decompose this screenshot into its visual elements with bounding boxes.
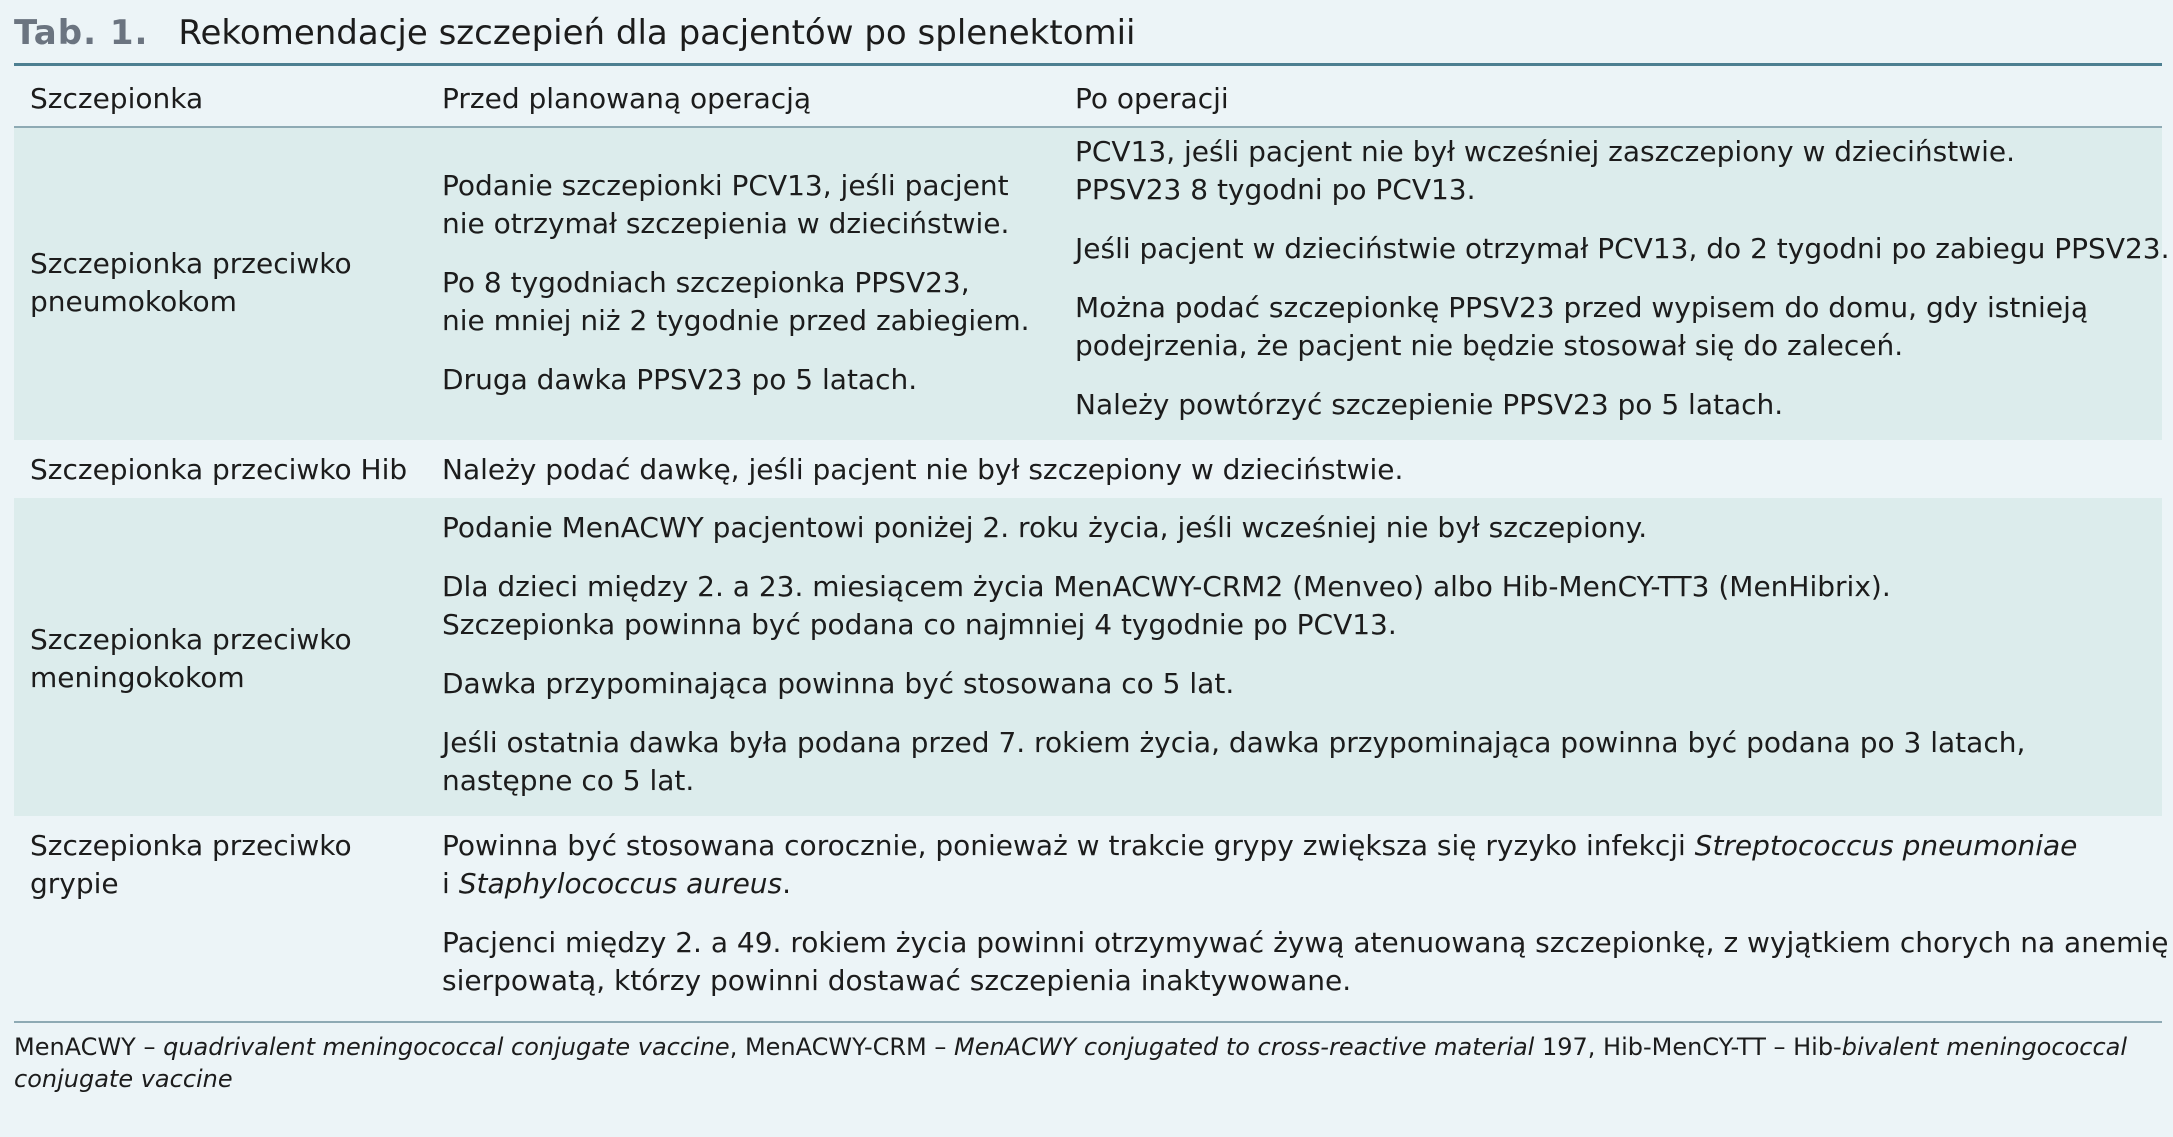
header-vaccine: Szczepionka	[30, 82, 204, 115]
row-label-influenza: Szczepionka przeciwko grypie	[30, 829, 352, 900]
row-label-pneumococcal: Szczepionka przeciwko pneumokokom	[30, 247, 352, 318]
cell-meningococcal-text: Podanie MenACWY pacjentowi poniżej 2. roku życia, jeśli wcześniej nie był szczepiony. Dla dzieci między 2. a 23. miesiącem życia MenACWY-CRM2 (Menveo) albo Hib-MenCY-TT3 (MenHibrix). Szczepionka powinna być podana co najmniej 4 tygodnie po PCV13. Dawka przypominająca powinna być stosowana co 5 lat. Jeśli ostatnia dawka była podana przed 7. rokiem życia, dawka przypominająca powinna być podana po 3 latach, następne co 5 lat.	[442, 511, 2026, 797]
cell-pneumococcal-after: PCV13, jeśli pacjent nie był wcześniej zaszczepiony w dzieciństwie. PPSV23 8 tygodni po PCV13. Jeśli pacjent w dzieciństwie otrzymał PCV13, do 2 tygodni po zabiegu PPSV23. Można podać szczepionkę PPSV23 przed wypisem do domu, gdy istnieją podejrzenia, że pacjent nie będzie stosował się do zaleceń. Należy powtórzyć szczepienie PPSV23 po 5 latach.	[1075, 135, 2170, 421]
table-header	[14, 68, 2162, 128]
table-number: Tab. 1.	[14, 13, 149, 53]
cell-hib-text: Należy podać dawkę, jeśli pacjent nie był szczepiony w dzieciństwie.	[442, 453, 1404, 486]
table-title-text: Rekomendacje szczepień dla pacjentów po splenektomii	[178, 13, 1136, 53]
table-footnote: MenACWY – quadrivalent meningococcal conjugate vaccine, MenACWY-CRM – MenACWY conjugated to cross-reactive material 197, Hib-MenCY-TT – Hib-bivalent meningococcal conjugate vaccine	[14, 1033, 2128, 1093]
table-row-meningococcal	[14, 498, 2162, 816]
table-row-pneumococcal	[14, 128, 2170, 440]
table-title	[14, 8, 1136, 58]
row-label-hib: Szczepionka przeciwko Hib	[30, 453, 408, 486]
cell-pneumococcal-before: Podanie szczepionki PCV13, jeśli pacjent nie otrzymał szczepienia w dzieciństwie. Po 8 tygodniach szczepionka PPSV23, nie mniej niż 2 tygodnie przed zabiegiem. Druga dawka PPSV23 po 5 latach.	[442, 169, 1030, 396]
title-rule	[14, 63, 2162, 66]
table-row-hib	[14, 440, 2162, 498]
header-before-surgery: Przed planowaną operacją	[442, 82, 812, 115]
cell-influenza-text: Powinna być stosowana corocznie, ponieważ w trakcie grypy zwiększa się ryzyko infekcji Streptococcus pneumoniae i Staphylococcus aureus. Pacjenci między 2. a 49. rokiem życia powinni otrzymywać żywą atenuowaną szczepionkę, z wyjątkiem chorych na anemię sierpowatą, którzy powinni dostawać szczepienia inaktywowane.	[442, 829, 2169, 997]
row-label-meningococcal: Szczepionka przeciwko meningokokom	[30, 623, 352, 694]
header-after-surgery: Po operacji	[1075, 82, 1229, 115]
table-row-influenza	[14, 816, 2169, 1016]
footer-rule	[14, 1021, 2162, 1023]
